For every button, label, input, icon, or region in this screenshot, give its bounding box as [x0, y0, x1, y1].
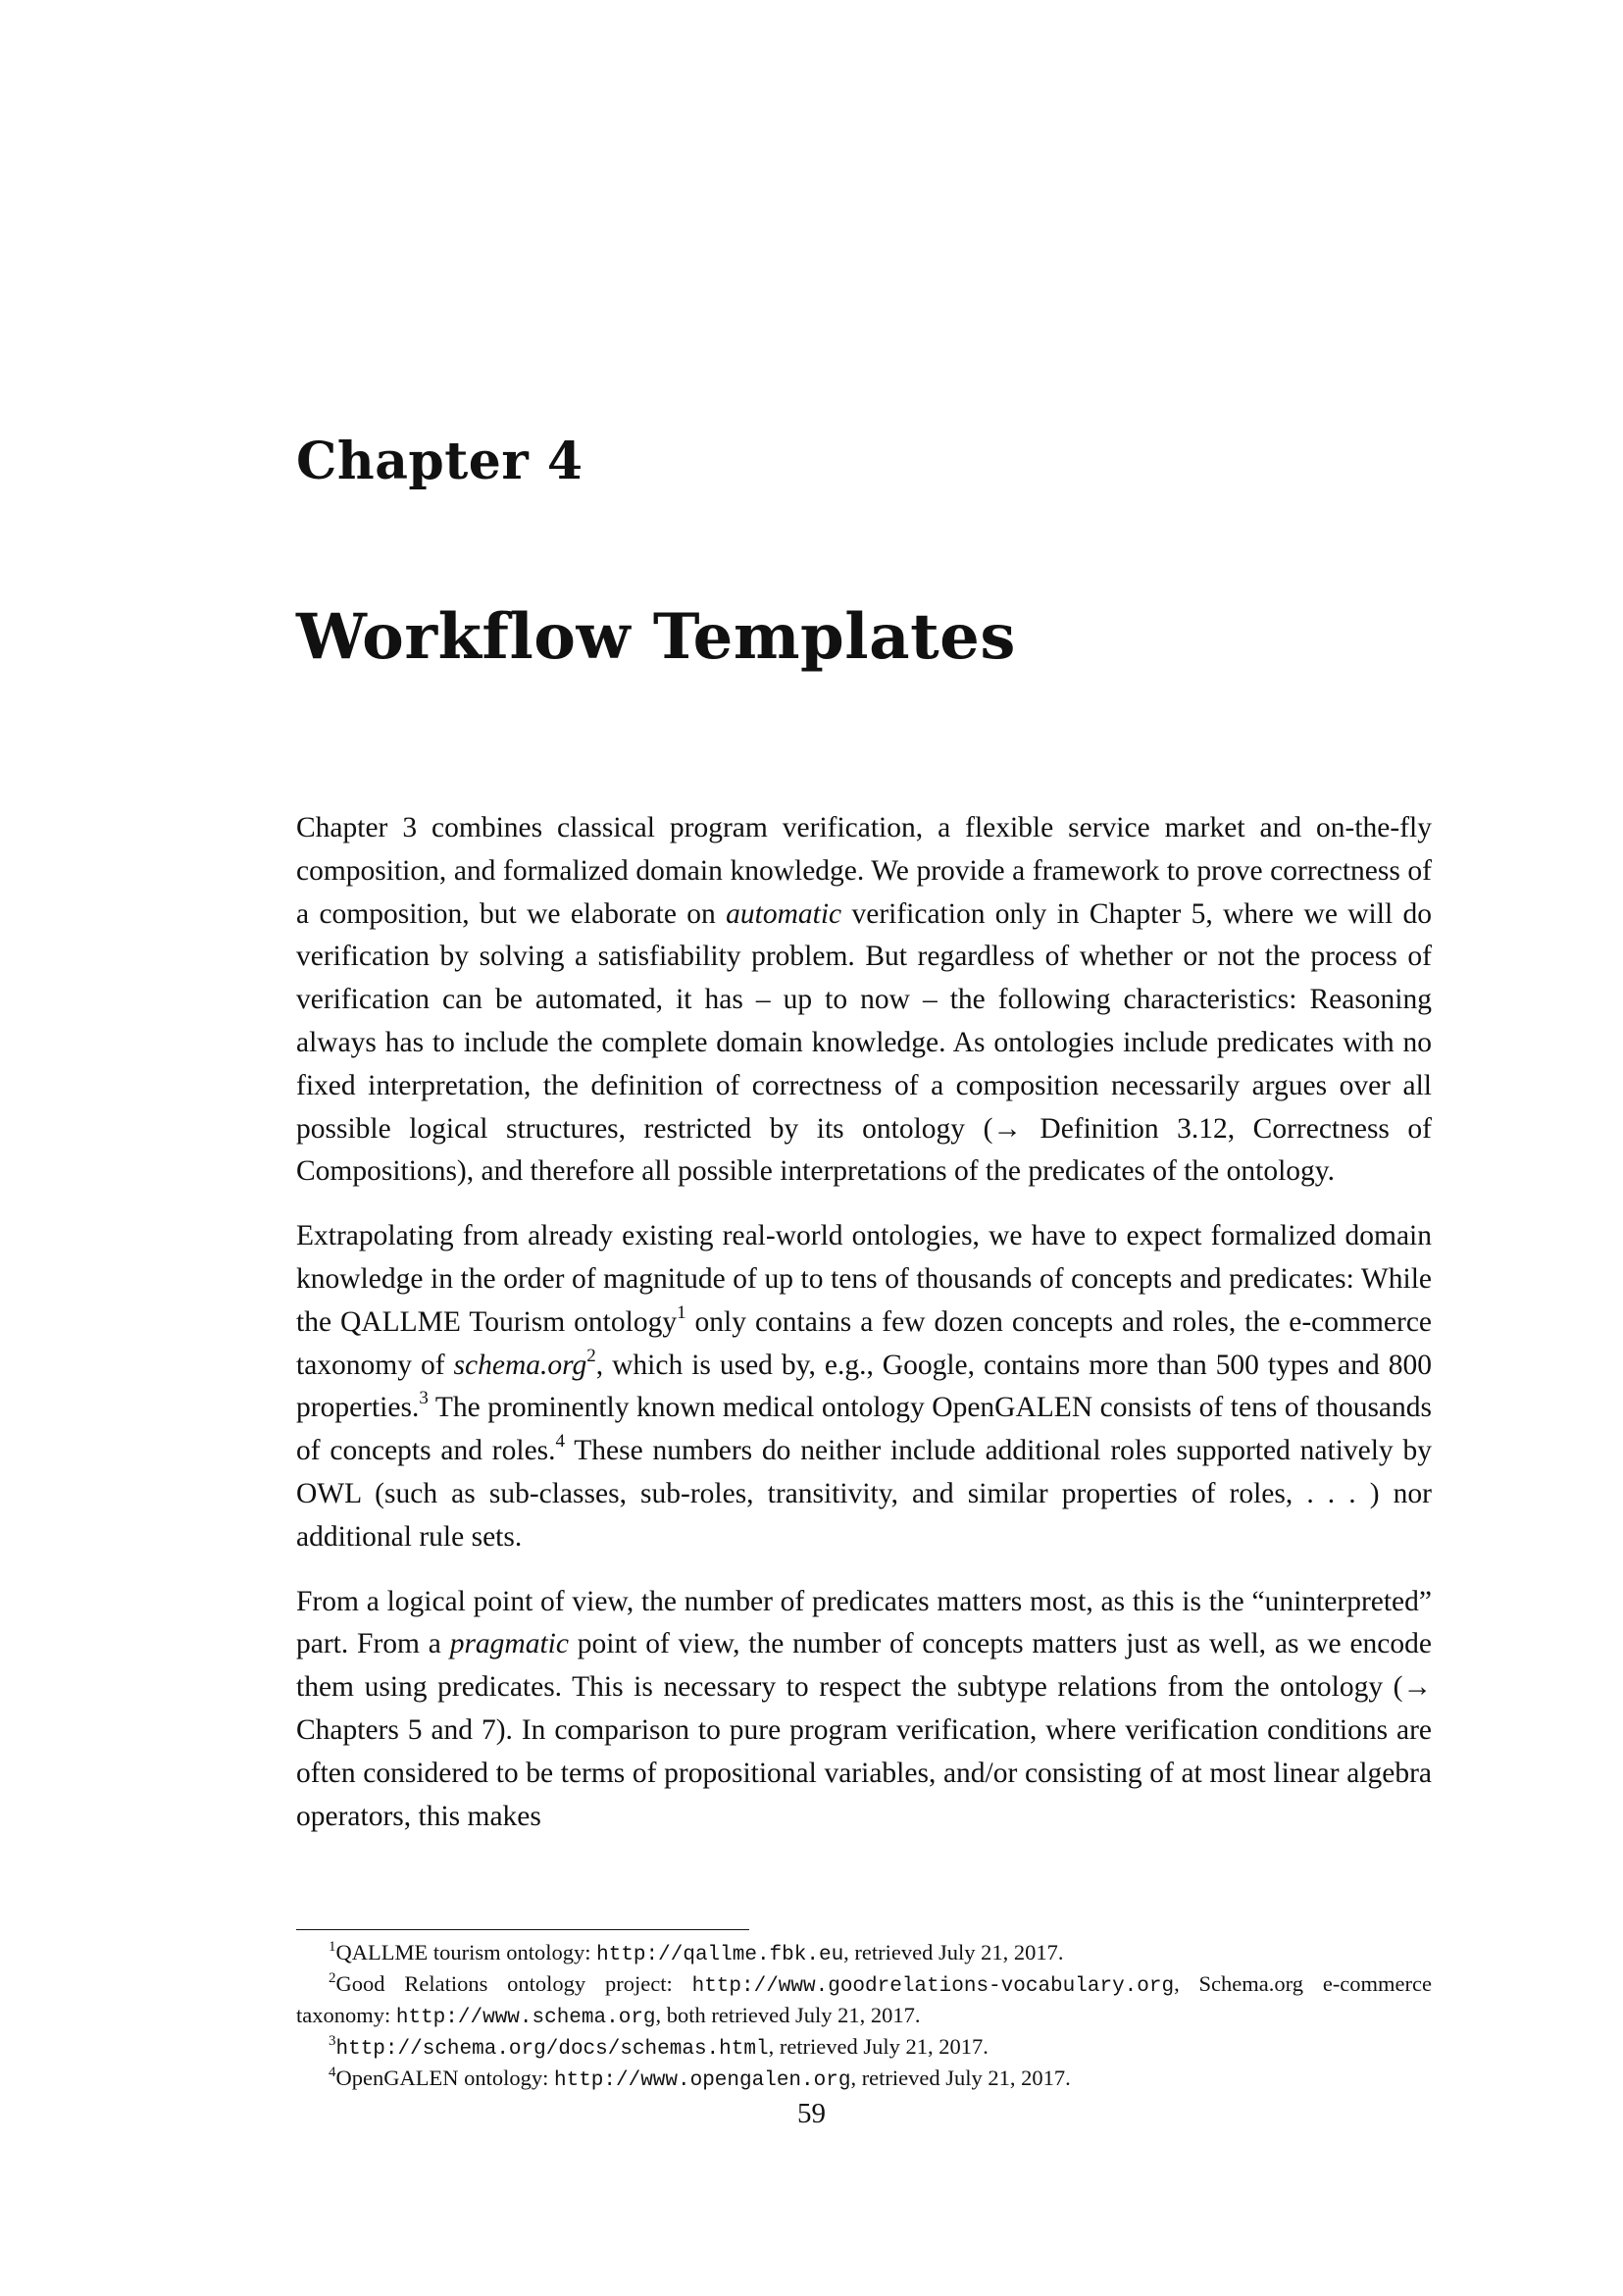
body-text	[296, 807, 1432, 1860]
footnote-ref-4[interactable]: 4	[555, 1431, 566, 1453]
paragraph-text: Chapter 3 combines classical program verification, a flexible service market and on-the-fly composition, and formalized domain knowledge. We provide a framework to prove correctness of a composition, but we elaborate on	[296, 812, 1432, 930]
paragraph-text: The prominently known medical ontology OpenGALEN consists of tens of thousands of concepts and roles.	[296, 1392, 1432, 1467]
footnote-text: , Schema.org e-commerce taxonomy:	[296, 1971, 1432, 2027]
footnote-text: OpenGALEN ontology:	[335, 2066, 554, 2090]
page-number: 59	[797, 2098, 826, 2129]
footnote-link[interactable]: http://qallme.fbk.eu	[596, 1944, 844, 1966]
paragraph-text: From a logical point of view, the number of predicates matters most, as this is the “uninterpreted” part. From a	[296, 1585, 1432, 1660]
footnote-separator	[296, 1929, 749, 1930]
paragraph-text: Extrapolating from already existing real-world ontologies, we have to expect formalized domain knowledge in the order of magnitude of up to tens of thousands of concepts and predicates: While the QALLME Tourism ontology	[296, 1220, 1432, 1338]
footnote-1	[296, 1938, 1432, 1969]
footnote-ref-2[interactable]: 2	[586, 1345, 596, 1366]
footnote-text: , both retrieved July 21, 2017.	[655, 2003, 921, 2027]
emphasis-schema-org: schema.org	[453, 1349, 587, 1381]
footnote-number: 4	[329, 2065, 336, 2080]
footnote-ref-3[interactable]: 3	[419, 1388, 429, 1409]
emphasis-pragmatic: pragmatic	[449, 1628, 569, 1660]
chapter-label: Chapter 4	[296, 432, 583, 491]
footnote-link[interactable]: http://schema.org/docs/schemas.html	[335, 2038, 769, 2061]
footnote-ref-1[interactable]: 1	[677, 1301, 686, 1323]
footnotes	[296, 1938, 1432, 2095]
paragraph-text: These numbers do neither include additional roles supported natively by OWL (such as sub-classes, sub-roles, transitivity, and similar properties of roles, . . . ) nor additional rule sets.	[296, 1435, 1432, 1553]
footnote-3	[296, 2032, 1432, 2064]
footnote-text: , retrieved July 21, 2017.	[768, 2034, 989, 2059]
footnote-text: Good Relations ontology project:	[335, 1971, 692, 1996]
emphasis-automatic: automatic	[726, 897, 842, 930]
footnote-link[interactable]: http://www.opengalen.org	[553, 2069, 851, 2092]
paragraph-text: only contains a few dozen concepts and roles, the e-commerce taxonomy of	[296, 1305, 1433, 1381]
footnote-number: 1	[329, 1939, 336, 1955]
paragraph-1	[296, 807, 1432, 1194]
footnote-text: QALLME tourism ontology:	[335, 1940, 597, 1964]
chapter-title: Workflow Templates	[296, 600, 1016, 674]
paragraph-3	[296, 1581, 1432, 1839]
footnote-link[interactable]: http://www.schema.org	[395, 2007, 656, 2029]
paragraph-text: point of view, the number of concepts matters just as well, as we encode them using predicates. This is necessary to respect the subtype relations from the ontology (→ Chapters 5 and 7). In comparison to pure program verification, where verification conditions are often considered to be terms of propositional variables, and/or consisting of at most linear algebra operators, this makes	[296, 1628, 1432, 1832]
paragraph-text: , which is used by, e.g., Google, contains more than 500 types and 800 properties.	[296, 1349, 1432, 1424]
paragraph-2	[296, 1215, 1432, 1558]
footnote-number: 3	[329, 2033, 336, 2049]
footnote-text: , retrieved July 21, 2017.	[850, 2066, 1071, 2090]
footnote-2	[296, 1969, 1432, 2032]
footnote-link[interactable]: http://www.goodrelations-vocabulary.org	[691, 1975, 1175, 1998]
footnote-4	[296, 2064, 1432, 2095]
footnote-number: 2	[329, 1970, 336, 1986]
footnote-text: , retrieved July 21, 2017.	[843, 1940, 1064, 1964]
paragraph-text: verification only in Chapter 5, where we will do verification by solving a satisfiability problem. But regardless of whether or not the process of verification can be automated, it has – up to now – the following characteristics: Reasoning always has to include the complete domain knowledge. As ontologies include predicates with no fixed interpretation, the definition of correctness of a composition necessarily argues over all possible logical structures, restricted by its ontology (→ Definition 3.12, Correctness of Compositions), and therefore all possible interpretations of the predicates of the ontology.	[296, 897, 1433, 1188]
